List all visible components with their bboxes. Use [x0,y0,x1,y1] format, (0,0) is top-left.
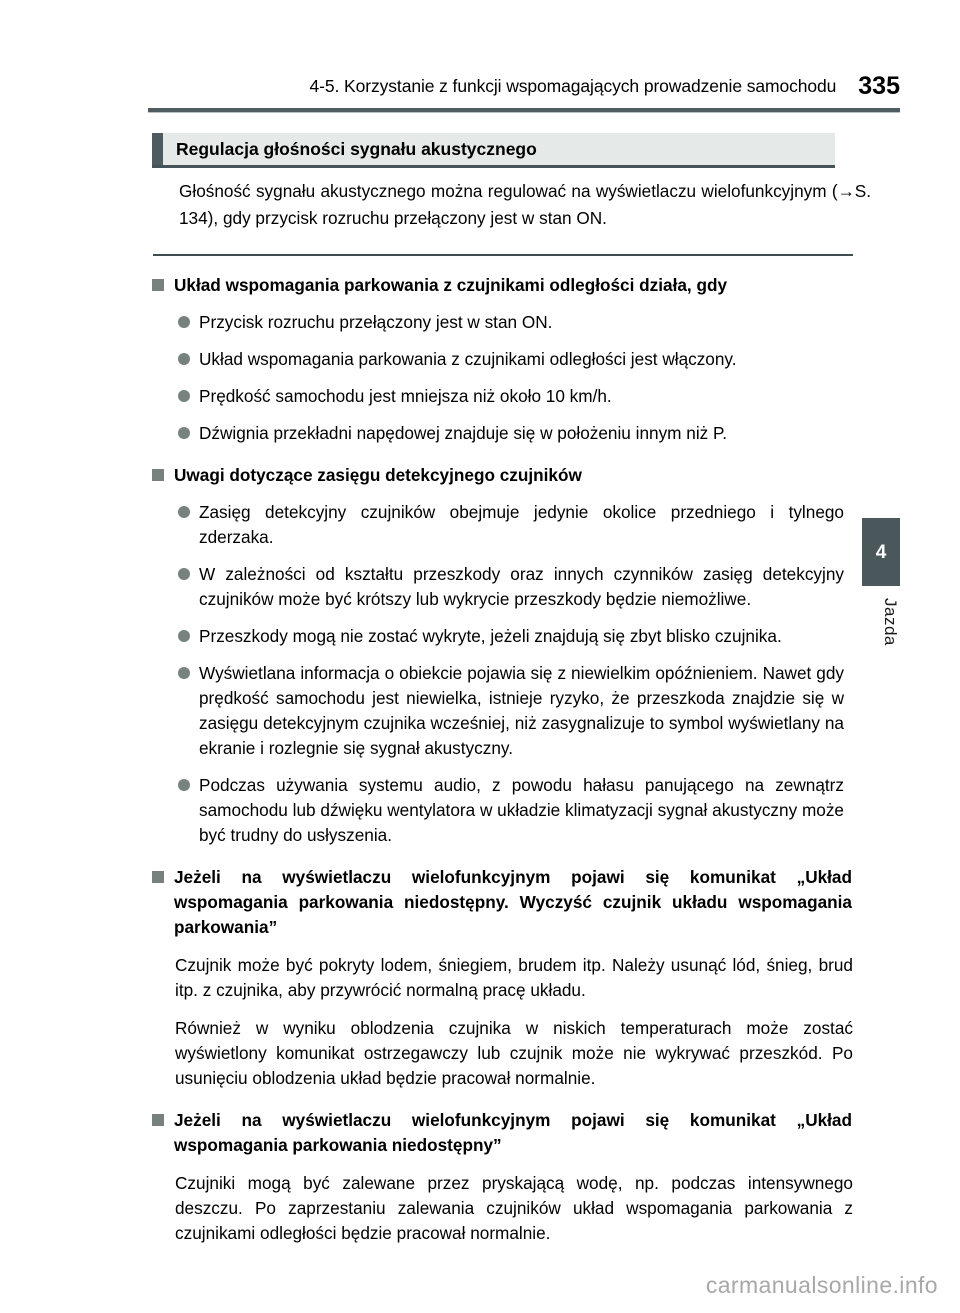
round-bullet-icon [178,353,190,365]
header-rule-shadow [148,112,900,113]
page-content [152,178,871,1246]
round-bullet-icon [178,390,190,402]
content-divider [153,254,853,256]
square-bullet-icon [152,1114,164,1126]
list-item-text: Przycisk rozruchu przełączony jest w stan ON. [199,312,553,332]
list-item [178,624,852,649]
chapter-tab [862,518,900,586]
block-heading-row [152,865,852,940]
section-accent-block [152,133,163,165]
list-item [178,773,852,848]
watermark: carmanualsonline.info [705,1272,938,1298]
content-block [152,1108,852,1246]
list-item-text: W zależności od kształtu przeszkody oraz innych czynników zasięg detekcyjny czujników może być krótszy lub wykrycie przeszkody będzie niemożliwe. [199,564,844,609]
list-item [178,500,852,550]
list-item [178,661,852,761]
list-item [178,347,852,372]
content-block [152,273,852,446]
chapter-label: Jazda [881,598,900,646]
round-bullet-icon [178,427,190,439]
block-paragraph: Również w wyniku oblodzenia czujnika w niskich temperaturach może zostać wyświetlony komunikat ostrzegawczy lub czujnik może nie wykrywać przeszkód. Po usunięciu oblodzenia układ będzie pracował normalnie. [175,1018,853,1088]
list-item [178,562,852,612]
list-item-text: Przeszkody mogą nie zostać wykryte, jeżeli znajdują się zbyt blisko czujnika. [199,626,782,646]
list-item-text: Zasięg detekcyjny czujników obejmuje jedynie okolice przedniego i tylnego zderzaka. [199,502,844,547]
list-item-text: Prędkość samochodu jest mniejsza niż około 10 km/h. [199,386,612,406]
running-title: 4-5. Korzystanie z funkcji wspomagających prowadzenie samochodu [309,76,837,96]
block-heading: Uwagi dotyczące zasięgu detekcyjnego czujników [174,465,582,485]
block-heading-row [152,463,852,488]
block-heading-row [152,273,852,298]
list-item-text: Wyświetlana informacja o obiekcie pojawia się z niewielkim opóźnieniem. Nawet gdy prędkość samochodu jest niewielka, istnieje ryzyko, że przeszkoda znajdzie się w zasięgu detekcyjnym czujnika wcześniej, niż zasygnalizuje to symbol wyświetlany na ekranie i rozlegnie się sygnał akustyczny. [199,663,844,758]
round-bullet-icon [178,568,190,580]
section-title-band [152,133,835,165]
block-paragraph: Czujniki mogą być zalewane przez pryskającą wodę, np. podczas intensywnego deszczu. Po zaprzestaniu zalewania czujników układ wspomagania parkowania z czujnikami odległości będzie pracował normalnie. [175,1173,853,1243]
round-bullet-icon [178,506,190,518]
round-bullet-icon [178,779,190,791]
round-bullet-icon [178,667,190,679]
section-band-underline [152,165,835,168]
square-bullet-icon [152,469,164,481]
list-item [178,384,852,409]
list-item-text: Dźwignia przekładni napędowej znajduje się w położeniu innym niż P. [199,423,728,443]
list-item [178,310,852,335]
section-title: Regulacja głośności sygnału akustycznego [176,138,537,159]
page-header [148,72,900,102]
round-bullet-icon [178,630,190,642]
list-item-text: Podczas używania systemu audio, z powodu hałasu panującego na zewnątrz samochodu lub dźwięku wentylatora w układzie klimatyzacji sygnał akustyczny może być trudny do usłyszenia. [199,775,844,845]
round-bullet-icon [178,316,190,328]
block-paragraph: Czujnik może być pokryty lodem, śniegiem, brudem itp. Należy usunąć lód, śnieg, brud itp. z czujnika, aby przywrócić normalną pracę układu. [175,955,853,1000]
page-number: 335 [858,72,900,100]
list-item-text: Układ wspomagania parkowania z czujnikami odległości jest włączony. [199,349,737,369]
list-item [178,421,852,446]
content-block [152,463,852,848]
square-bullet-icon [152,871,164,883]
intro-paragraph: Głośność sygnału akustycznego można regulować na wyświetlaczu wielofunkcyjnym (→S. 134), gdy przycisk rozruchu przełączony jest w stan ON. [179,181,871,228]
block-heading: Jeżeli na wyświetlaczu wielofunkcyjnym pojawi się komunikat „Układ wspomagania parkowania niedostępny. Wyczyść czujnik układu wspomagania parkowania” [174,867,852,937]
block-heading: Jeżeli na wyświetlaczu wielofunkcyjnym pojawi się komunikat „Układ wspomagania parkowania niedostępny” [174,1110,852,1155]
square-bullet-icon [152,279,164,291]
chapter-number: 4 [875,542,887,563]
block-heading: Układ wspomagania parkowania z czujnikami odległości działa, gdy [174,275,728,295]
block-heading-row [152,1108,852,1158]
content-block [152,865,852,1091]
